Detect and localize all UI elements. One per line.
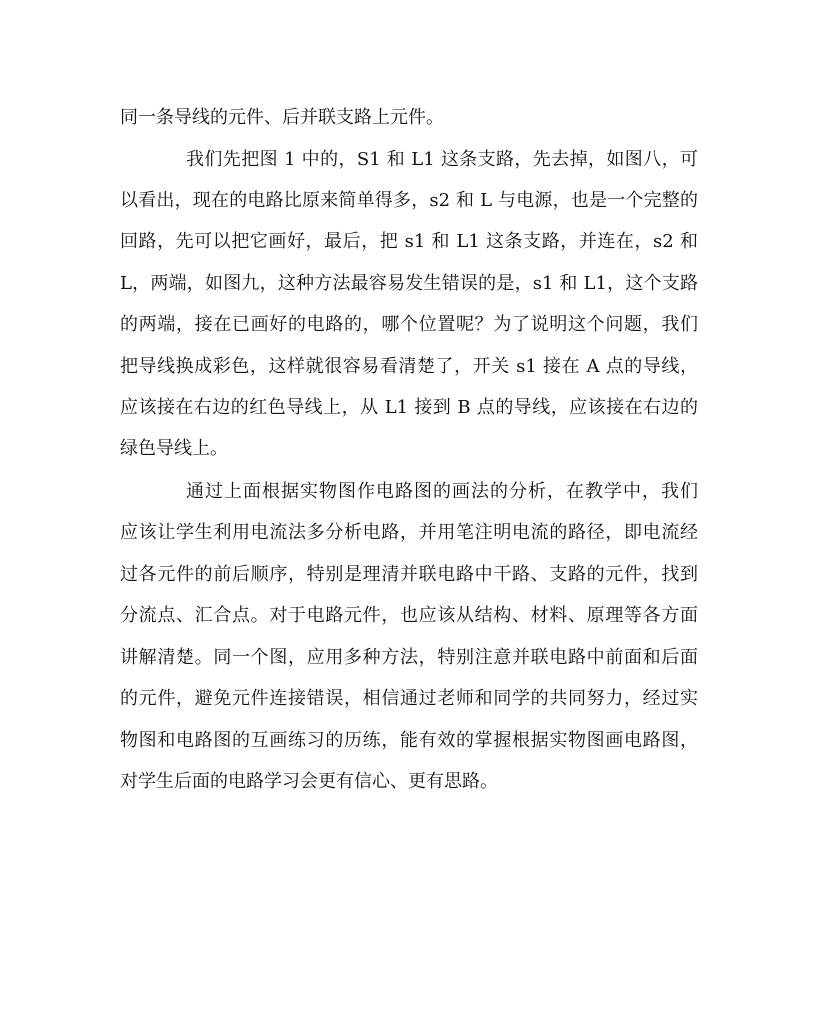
- text-line: 讲解清楚。同一个图，应用多种方法，特别注意并联电路中前面和后面: [120, 647, 698, 668]
- text-line: 对学生后面的电路学习会更有信心、更有思路。: [120, 771, 498, 792]
- text-line: 物图和电路图的互画练习的历练，能有效的掌握根据实物图画电路图，: [120, 730, 698, 751]
- text-line: L，两端，如图九，这种方法最容易发生错误的是，s1 和 L1，这个支路: [120, 273, 698, 294]
- text-line: 绿色导线上。: [120, 438, 228, 459]
- text-line: 回路，先可以把它画好，最后，把 s1 和 L1 这条支路，并连在，s2 和: [120, 231, 698, 252]
- text-line: 把导线换成彩色，这样就很容易看清楚了，开关 s1 接在 A 点的导线，: [120, 356, 698, 377]
- text-line: 应该让学生利用电流法多分析电路，并用笔注明电流的路径，即电流经: [120, 522, 698, 543]
- text-line: 分流点、汇合点。对于电路元件，也应该从结构、材料、原理等各方面: [120, 605, 698, 626]
- text-line: 以看出，现在的电路比原来简单得多，s2 和 L 与电源，也是一个完整的: [120, 190, 698, 211]
- text-line: 的两端，接在已画好的电路的，哪个位置呢？为了说明这个问题，我们: [120, 314, 698, 335]
- paragraph-1-first-line: 我们先把图 1 中的，S1 和 L1 这条支路，先去掉，如图八，可: [186, 149, 698, 170]
- text-line: 的元件，避免元件连接错误，相信通过老师和同学的共同努力，经过实: [120, 688, 698, 709]
- text-line: 同一条导线的元件、后并联支路上元件。: [120, 107, 444, 128]
- paragraph-2-first-line: 通过上面根据实物图作电路图的画法的分析，在教学中，我们: [186, 481, 698, 502]
- text-line: 过各元件的前后顺序，特别是理清并联电路中干路、支路的元件，找到: [120, 564, 698, 585]
- text-line: 应该接在右边的红色导线上，从 L1 接到 B 点的导线，应该接在右边的: [120, 397, 698, 418]
